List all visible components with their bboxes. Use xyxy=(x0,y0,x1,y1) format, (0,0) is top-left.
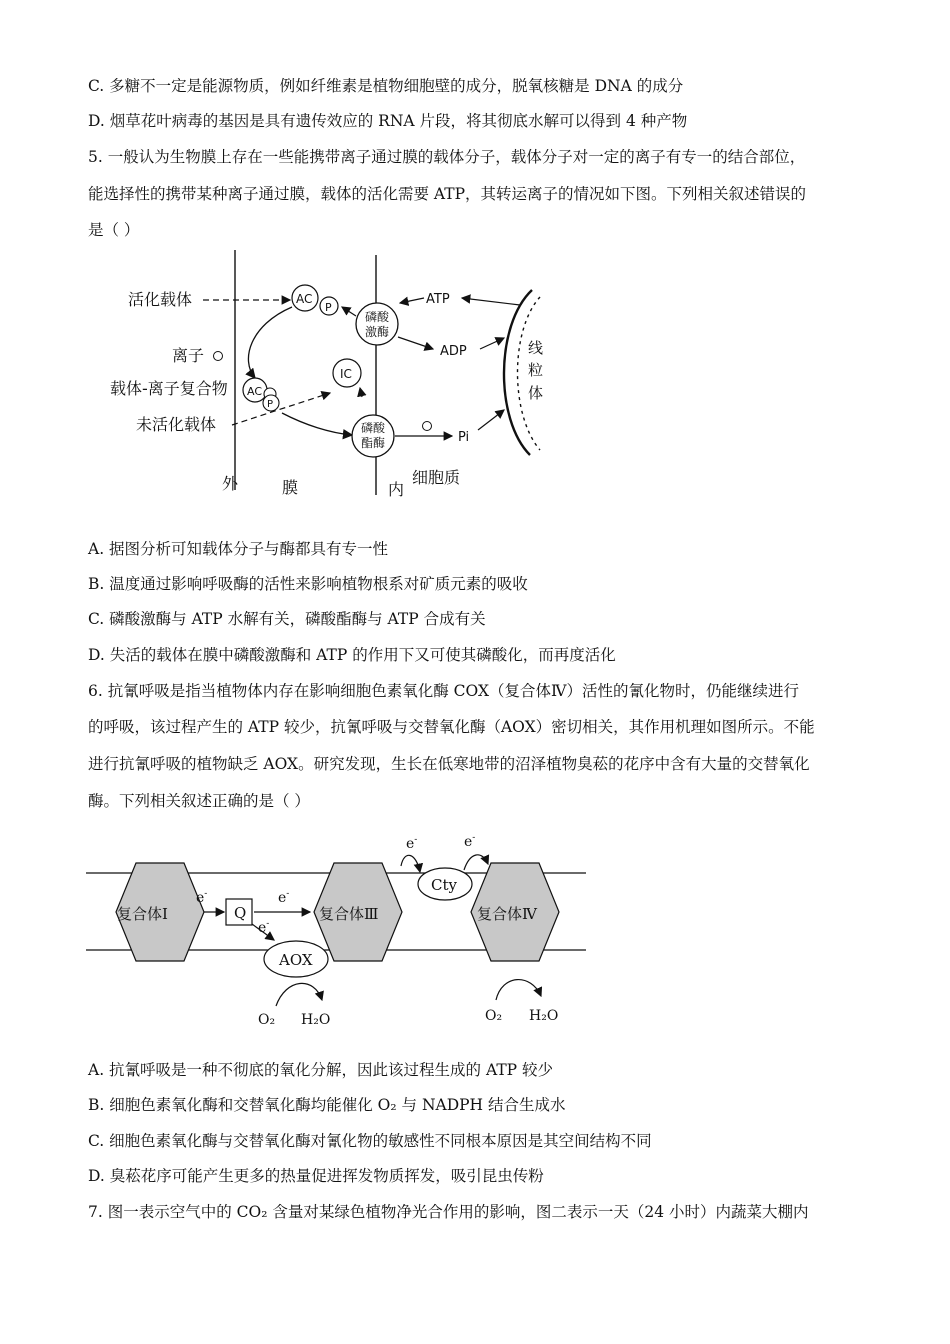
question-6-line-3: 进行抗氰呼吸的植物缺乏 AOX。研究发现，生长在低寒地带的沼泽植物臭菘的花序中含有大量的交替氧化 xyxy=(88,755,810,773)
label-outer: 外 xyxy=(222,474,239,493)
o2-label-cox: O₂ xyxy=(485,1008,503,1024)
complex-4-label: 复合体Ⅳ xyxy=(477,905,537,923)
option-d-q4: D. 烟草花叶病毒的基因是具有遗传效应的 RNA 片段，将其彻底水解可以得到 4 种产物 xyxy=(88,112,688,130)
option-c-q6: C. 细胞色素氧化酶与交替氧化酶对氰化物的敏感性不同根本原因是其空间结构不同 xyxy=(88,1132,652,1150)
o2-label-aox: O₂ xyxy=(258,1012,276,1028)
complex-3-label: 复合体Ⅲ xyxy=(319,905,379,923)
p-top-label: P xyxy=(325,301,332,314)
mito-label-3: 体 xyxy=(528,384,544,402)
cyanide-resistant-respiration-diagram xyxy=(86,828,586,1038)
h2o-label-cox: H₂O xyxy=(529,1008,559,1024)
cty-label: Cty xyxy=(431,876,457,894)
ion-symbol-inside xyxy=(423,422,432,431)
label-inner: 内 xyxy=(388,480,405,499)
question-7-line-1: 7. 图一表示空气中的 CO₂ 含量对某绿色植物净光合作用的影响，图二表示一天（24 小时）内蔬菜大棚内 xyxy=(88,1203,809,1221)
pi-label: Pi xyxy=(458,430,470,445)
option-d-q5: D. 失活的载体在膜中磷酸激酶和 ATP 的作用下又可使其磷酸化，而再度活化 xyxy=(88,646,616,664)
option-d-q6: D. 臭菘花序可能产生更多的热量促进挥发物质挥发，吸引昆虫传粉 xyxy=(88,1167,544,1185)
option-c-q5: C. 磷酸激酶与 ATP 水解有关，磷酸酯酶与 ATP 合成有关 xyxy=(88,610,486,628)
option-b-q6: B. 细胞色素氧化酶和交替氧化酶均能催化 O₂ 与 NADPH 结合生成水 xyxy=(88,1096,566,1114)
label-cytoplasm: 细胞质 xyxy=(412,468,461,487)
question-5-line-2: 能选择性的携带某种离子通过膜，载体的活化需要 ATP，其转运离子的情况如下图。下列相关叙述错误的 xyxy=(88,185,807,203)
option-a-q6: A. 抗氰呼吸是一种不彻底的氧化分解，因此该过程生成的 ATP 较少 xyxy=(88,1061,554,1079)
question-5-line-1: 5. 一般认为生物膜上存在一些能携带离子通过膜的载体分子，载体分子对一定的离子有专一的结合部位， xyxy=(88,148,806,166)
electron-label-5: e- xyxy=(464,833,476,850)
label-activated-carrier: 活化载体 xyxy=(128,290,193,309)
label-ion: 离子 xyxy=(172,346,205,365)
option-c-q4: C. 多糖不一定是能源物质，例如纤维素是植物细胞壁的成分，脱氧核糖是 DNA 的成分 xyxy=(88,77,684,95)
phosphatase-label-1: 磷酸 xyxy=(361,421,386,435)
option-b-q5: B. 温度通过影响呼吸酶的活性来影响植物根系对矿质元素的吸收 xyxy=(88,575,528,593)
ion-symbol-outside xyxy=(214,352,223,361)
kinase-label-1: 磷酸 xyxy=(365,310,390,324)
p-low-label: P xyxy=(267,399,274,410)
question-6-line-4: 酶。下列相关叙述正确的是（ ） xyxy=(88,792,310,810)
electron-label-1: e- xyxy=(196,889,208,906)
question-6-line-1: 6. 抗氰呼吸是指当植物体内存在影响细胞色素氧化酶 COX（复合体Ⅳ）活性的氰化物时，仍能继续进行 xyxy=(88,682,799,700)
phosphatase-label-2: 酯酶 xyxy=(361,436,386,450)
complex-1-label: 复合体Ⅰ xyxy=(117,905,168,923)
q-label: Q xyxy=(234,904,247,922)
atp-label: ATP xyxy=(426,292,450,307)
electron-label-3: e- xyxy=(258,919,270,936)
h2o-label-aox: H₂O xyxy=(301,1012,331,1028)
carrier-ion-transport-diagram xyxy=(100,245,560,505)
ac-top-label: AC xyxy=(296,292,313,306)
electron-label-4: e- xyxy=(406,835,418,852)
option-a-q5: A. 据图分析可知载体分子与酶都具有专一性 xyxy=(88,540,389,558)
mito-label-1: 线 xyxy=(528,339,544,357)
question-6-line-2: 的呼吸，该过程产生的 ATP 较少，抗氰呼吸与交替氧化酶（AOX）密切相关，其作用机理如图所示。不能 xyxy=(88,718,815,736)
question-5-line-3: 是（ ） xyxy=(88,221,140,239)
label-inactive-carrier: 未活化载体 xyxy=(136,415,217,434)
label-carrier-ion-complex: 载体-离子复合物 xyxy=(110,379,228,398)
ic-label: IC xyxy=(340,367,352,381)
electron-label-2: e- xyxy=(278,889,290,906)
kinase-label-2: 激酶 xyxy=(365,325,390,339)
aox-label: AOX xyxy=(279,951,313,969)
ac-low-label: AC xyxy=(247,385,263,398)
label-membrane: 膜 xyxy=(282,478,299,497)
adp-label: ADP xyxy=(440,344,467,359)
mito-label-2: 粒 xyxy=(528,361,544,379)
